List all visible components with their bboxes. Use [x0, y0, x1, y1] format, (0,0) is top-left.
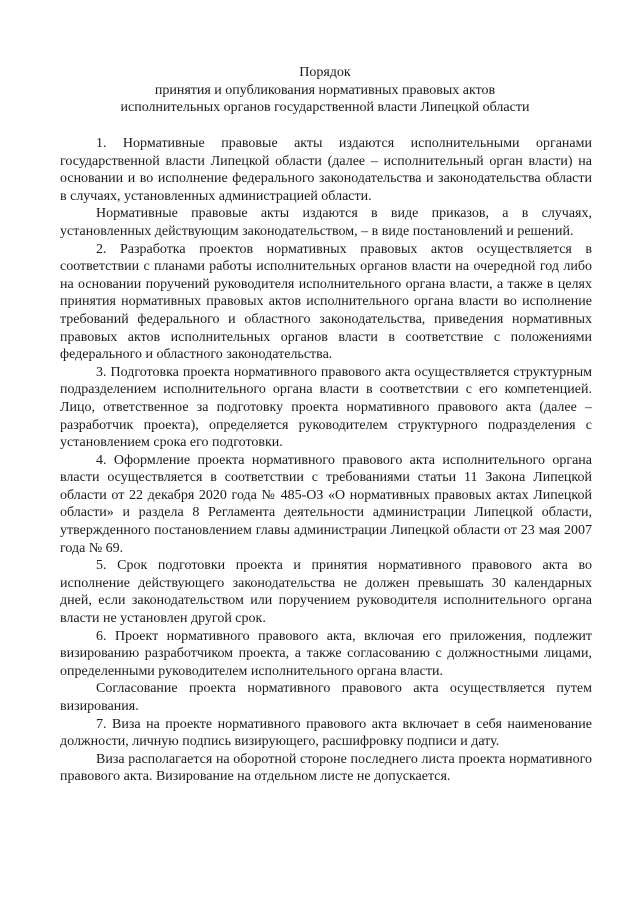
- paragraph-6: 6. Проект нормативного правового акта, включая его приложения, подлежит визированию разработчиком проекта, а также согласованию с должностными лицами, определенными руководителем исполнительного органа власти.: [60, 628, 592, 679]
- paragraph-1: 1. Нормативные правовые акты издаются исполнительными органами государственной власти Липецкой области (далее – исполнительный орган власти) на основании и во исполнение федерального законодательства и законодательства области в случаях, установленных администрацией области.: [60, 136, 592, 204]
- document-title: [60, 64, 590, 117]
- title-line-1: Порядок: [299, 65, 351, 80]
- paragraph-7: 7. Виза на проекте нормативного правового акта включает в себя наименование должности, личную подпись визирующего, расшифровку подписи и дату.: [60, 716, 592, 750]
- title-line-3: исполнительных органов государственной власти Липецкой области: [120, 100, 530, 115]
- title-line-2: принятия и опубликования нормативных правовых актов: [154, 82, 496, 98]
- paragraph-1-continued: Нормативные правовые акты издаются в виде приказов, а в случаях, установленных действующим законодательством, – в виде постановлений и решений.: [60, 206, 592, 239]
- paragraph-7-continued: Виза располагается на оборотной стороне последнего листа проекта нормативного правового акта. Визирование на отдельном листе не допускается.: [60, 751, 592, 785]
- paragraph-2: 2. Разработка проектов нормативных правовых актов осуществляется в соответствии с планами работы исполнительных органов власти на очередной год либо на основании поручений руководителя исполнительного органа власти, а также в целях принятия нормативных правовых актов исполнительного органа власти во исполнение требований федерального и областного законодательства, приведения нормативных правовых актов исполнительных органов власти в соответствие с положениями федерального и областного законодательства.: [60, 241, 592, 363]
- paragraph-4: 4. Оформление проекта нормативного правового акта исполнительного органа власти осуществляется в соответствии с требованиями статьи 11 Закона Липецкой области от 22 декабря 2020 года № 485-ОЗ «О нормативных правовых актах Липецкой области» и раздела 8 Регламента деятельности администрации Липецкой области, утвержденного постановлением главы администрации Липецкой области от 23 мая 2007 года № 69.: [60, 452, 592, 556]
- paragraph-3: 3. Подготовка проекта нормативного правового акта осуществляется структурным подразделением исполнительного органа власти в соответствии с его компетенцией. Лицо, ответственное за подготовку проекта нормативного правового акта (далее – разработчик проекта), определяется руководителем структурного подразделения с установлением срока его подготовки.: [60, 364, 592, 451]
- paragraph-6-continued: Согласование проекта нормативного правового акта осуществляется путем визирования.: [60, 681, 592, 714]
- paragraph-5: 5. Срок подготовки проекта и принятия нормативного правового акта во исполнение действующего законодательства не должен превышать 30 календарных дней, если законодательством или поручением руководителя исполнительного органа власти не установлен другой срок.: [60, 558, 592, 627]
- document-body: [60, 135, 592, 786]
